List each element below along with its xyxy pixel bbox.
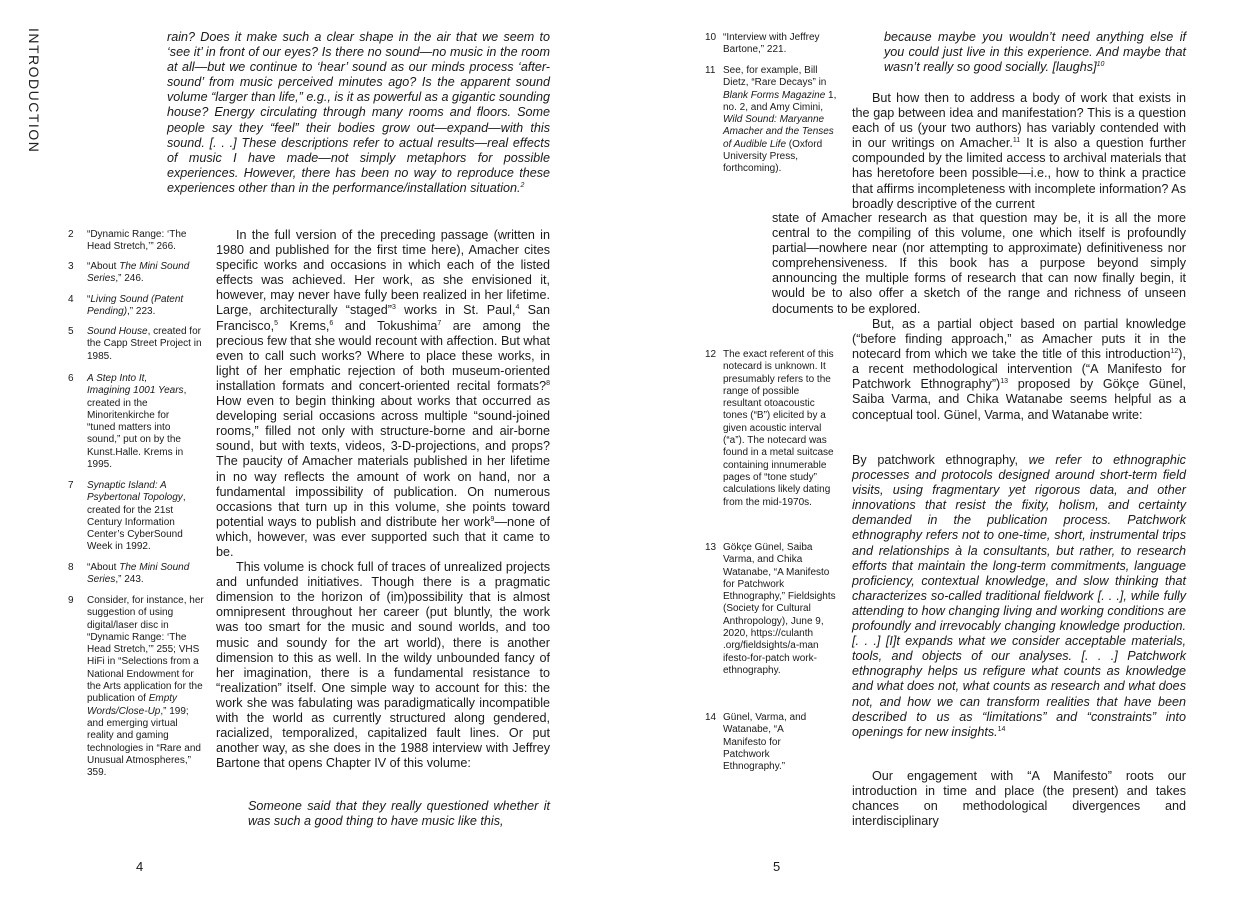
right-block-quote: By patchwork ethnography, we refer to ethnographic processes and protocols designed around short-term field visits, using fragmentary yet rigorous data, and other innovations that resist the fixity, holism, and certainty demanded in the publication process. Patchwork ethnography refers not to one-time, short, instrumental trips and relationships à la consultants, but rather, to research efforts that maintain the long-term commitments, language proficiency, contextual knowledge, and slow thinking that characterizes so-called traditional fieldwork [. . .], while fully attending to how changing living and working conditions are profoundly and irrevocably changing knowledge production. [. . .] [I]t expands what we consider acceptable materials, tools, and objects of our analyses. [. . .] Patchwork ethnography helps us refigure what counts as knowledge and what does not, what counts as research and what does not, and how we can transform realities that have been described to us as “limitations” and “constraints” into openings for new insights.$^{14}$: [852, 453, 1186, 739]
left-top-quote-text: rain? Does it make such a clear shape in the air that we seem to ‘see it’ in front of our eyes? Is there no sound—no music in the room at all—but we continue to ‘hear’ sound as our minds process ‘after-sound’ from music perceived minutes ago? Is the apparent sound volume “larger than life,” e.g., is it as powerful as a gigantic sounding house? Energy circulating through many rooms and floors. Some people say they “feel” their bodies grow out—expand—with this sound. [. . .] These descriptions refer to actual results—real effects of music I have made—not simply metaphors for possible experiences. However, there has been no way to reproduce these experiences other than in the performance/installation situation.: [167, 30, 550, 195]
left-paragraph-1: In the full version of the preceding passage (written in 1980 and published for the first time here), Amacher cites specific works and occasions in which each of the listed effects was achieved. Her work, as she envisioned it, however, may never have fully been realized in her lifetime. Large, architecturally “staged”$^3$ works in St. Paul,$^4$ San Francisco,$^5$ Krems,$^6$ and Tokushima$^7$ are among the precious few that she would recount with affection. But what even to call such works? Where to place these works, in light of her emphatic rejection of both museum-oriented installation formats and concert-oriented recital formats?$^8$ How even to begin thinking about works that occurred as developing serial occasions across multiple “sound-joined rooms,” filled not only with structure-borne and air-borne sound, but with texts, videos, 3-D-projections, and props? The paucity of Amacher materials published in her lifetime in no way reflects the amount of work on hand, nor a fundamental impossibility of publication. On numerous occasions that turn up in this volume, she points toward potential ways to publish and distribute her work$^9$—none of which, however, was ever supported such that it came to be.: [216, 228, 550, 559]
left-bottom-quote: Someone said that they really questioned whether it was such a good thing to have music like this,: [248, 799, 550, 829]
left-main-text: [216, 228, 550, 771]
left-page-number: 4: [136, 859, 144, 874]
left-paragraph-2: This volume is chock full of traces of unrealized projects and unfunded initiatives. Though there is a pragmatic dimension to the horizon of (im)possibility that is almost omnipresent throughout her career (put bluntly, the work was too smart for the music and sound worlds, and too music and soundy for the art world), there is another dimension to this as well. In the wildy unbounded fancy of her imagination, there is a fundamental resistance to “realization” itself. One simple way to account for this: the work she was fabulating was paradigmatically incompatible with the world as currently structured along gendered, racialized, temporalized, capitalized fault lines. Or put another way, as she does in the 1988 interview with Jeffrey Bartone that opens Chapter IV of this volume:: [216, 560, 550, 771]
right-top-quote: because maybe you wouldn’t need anything else if you could just live in this experience. And maybe that wasn’t really so good socially. [laughs]$^{10}$: [884, 30, 1186, 75]
right-paragraph-1-top: But how then to address a body of work that exists in the gap between idea and manifestation? This is a question each of us (your two authors) has variably contended with in our writings on Amacher.$^{11}$ It is also a question further compounded by the limited access to archival materials that has heretofore been possible—i.e., how to think a practice that affirms incompleteness with incomplete information? As broadly descriptive of the current: [852, 91, 1186, 211]
fn-ref-2: 2: [520, 181, 525, 189]
running-title: INTRODUCTION: [26, 28, 42, 154]
right-paragraph-2: But, as a partial object based on partial knowledge (“before finding approach,” as Amacher puts it in the notecard from which we take the title of this introduction$^{12}$), a recent methodological intervention (“A Manifesto for Patchwork Ethnography”)$^{13}$ proposed by Gökçe Günel, Saiba Varma, and Chika Watanabe seems helpful as a conceptual tool. Günel, Varma, and Watanabe write:: [852, 317, 1186, 422]
right-page-number: 5: [773, 859, 781, 874]
left-top-quote: [167, 30, 550, 196]
right-paragraph-3: Our engagement with “A Manifesto” roots our introduction in time and place (the present) and takes chances on methodological divergences and interdisciplinary: [852, 769, 1186, 829]
right-paragraph-1-wide: state of Amacher research as that question may be, it is all the more central to the compiling of this volume, one which itself is profoundly partial—nowhere near (nor attempting to approximate) definitiveness nor comprehensiveness. If this book has a purpose beyond simply announcing the multiple forms of research that can now finally begin, it would be to also offer a sketch of the range and richness of unseen documents to be explored.: [772, 211, 1186, 316]
